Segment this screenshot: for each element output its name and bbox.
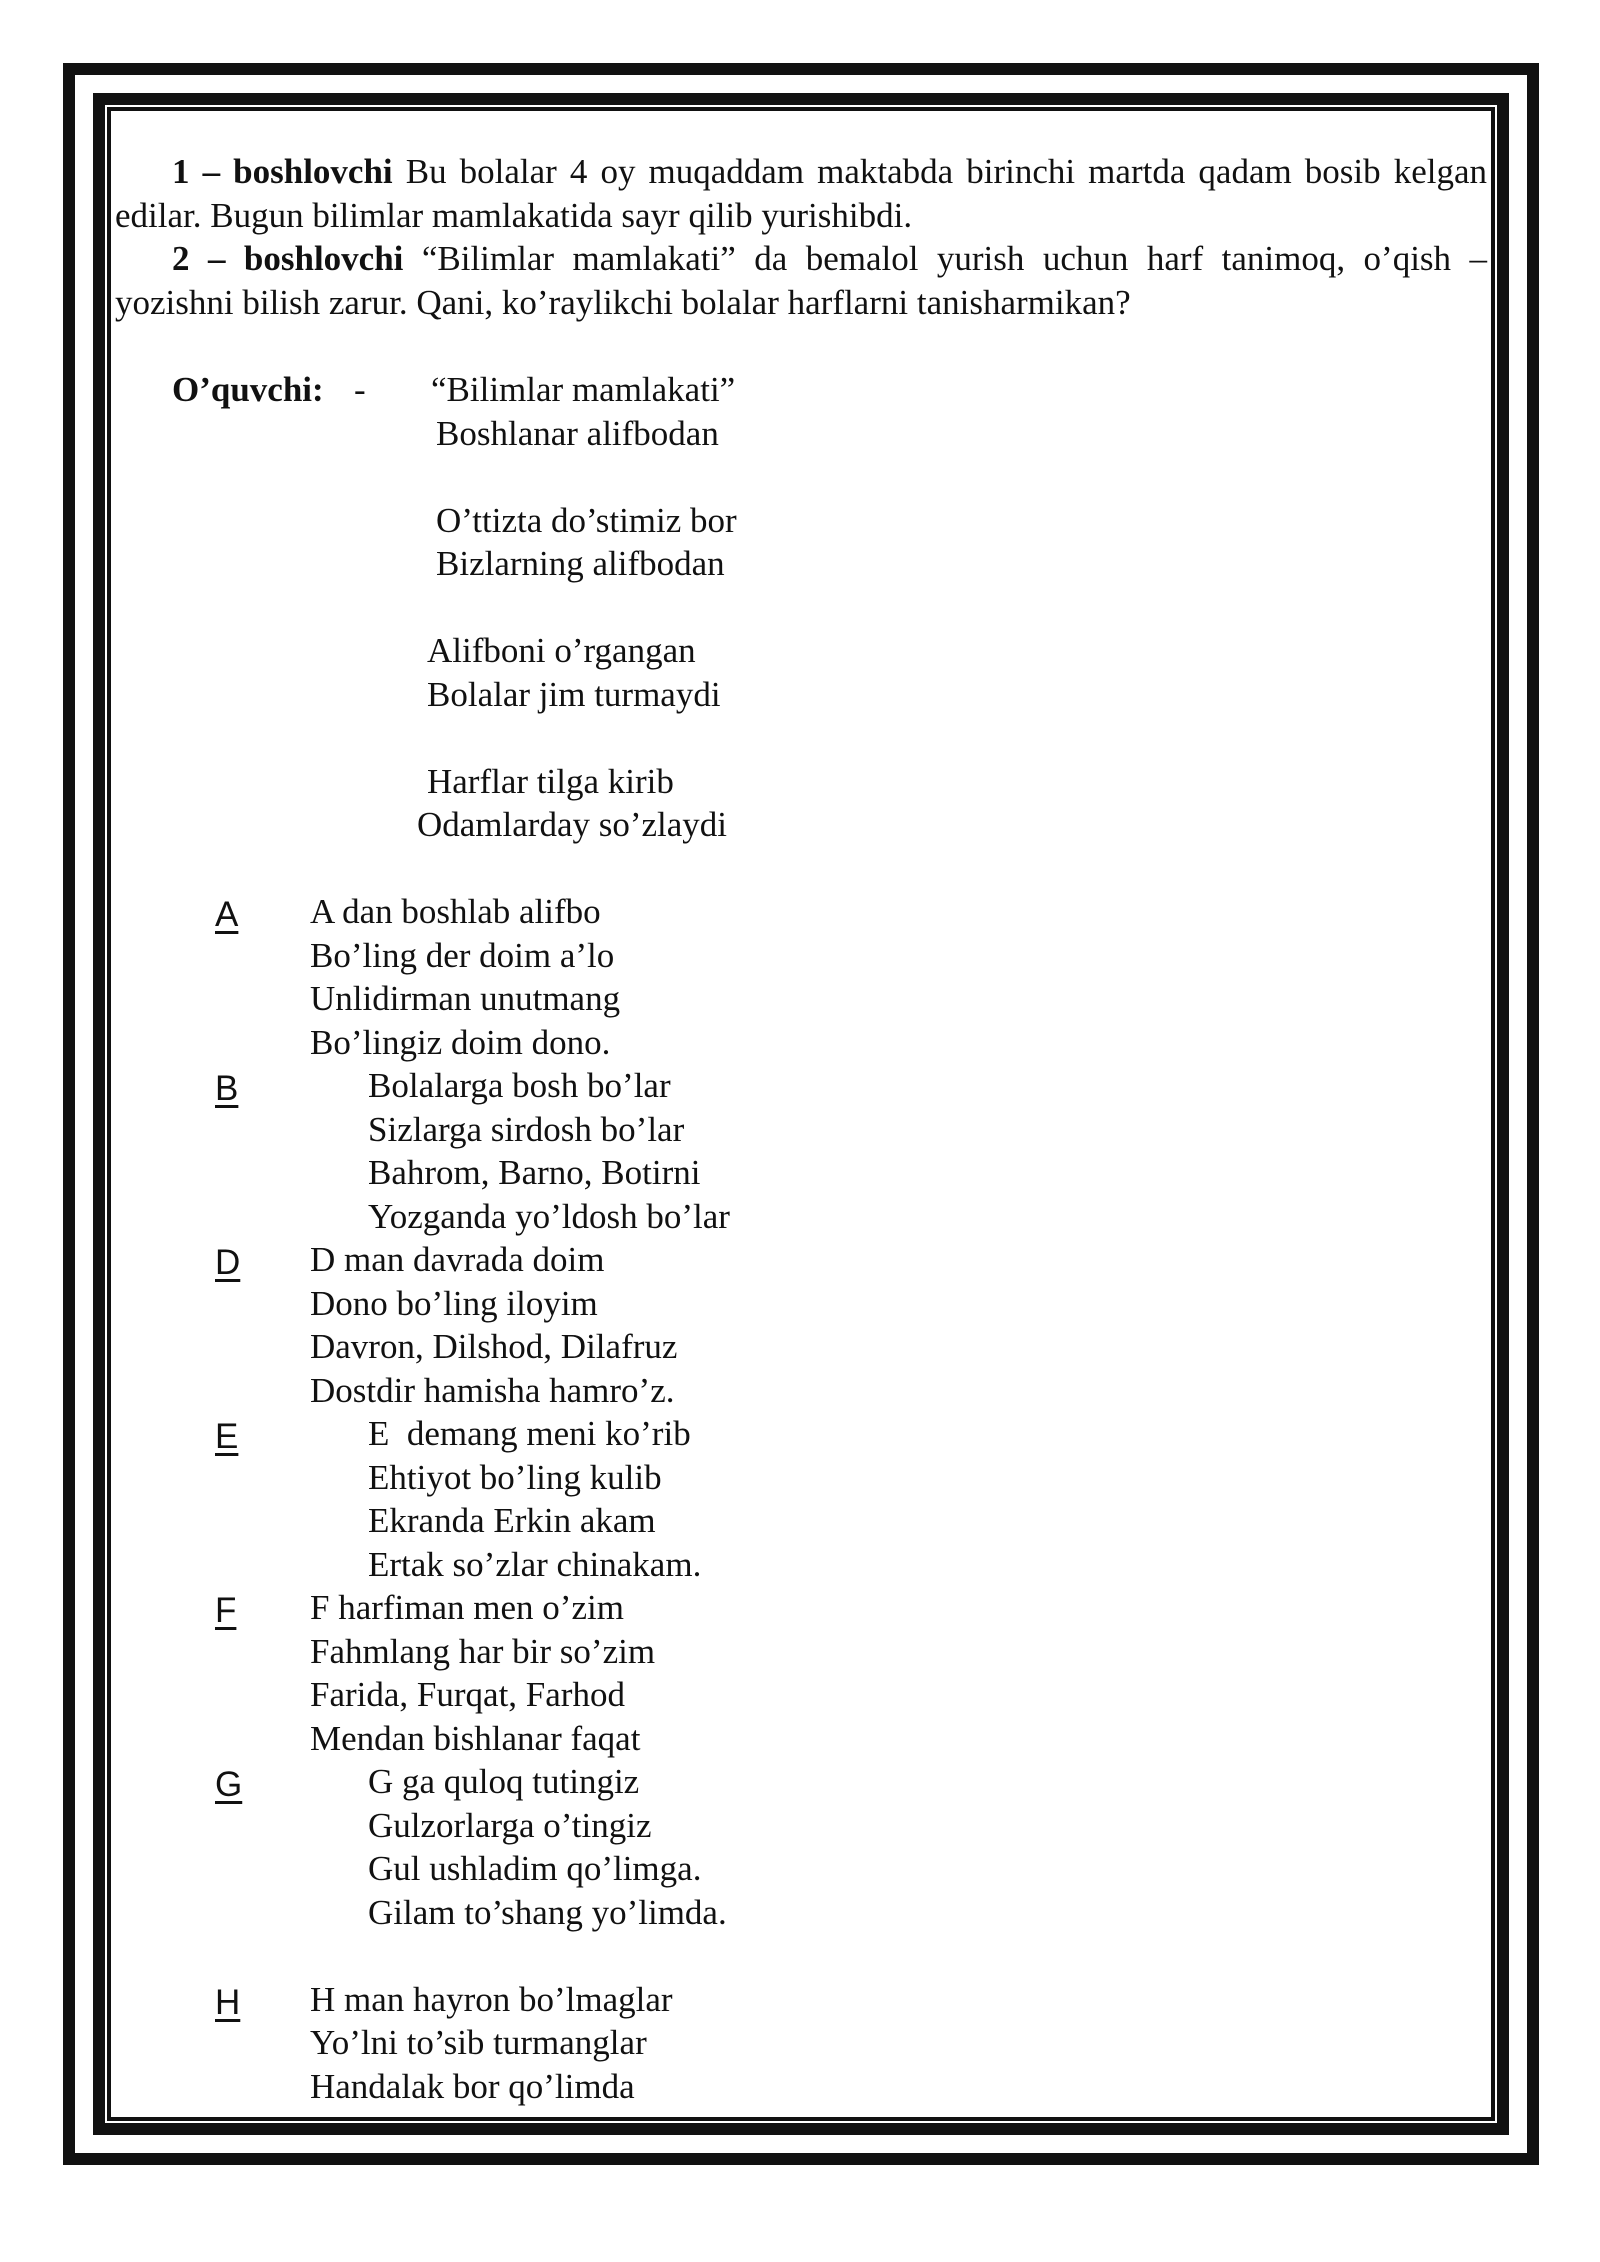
student-dash: - [354, 370, 366, 409]
student-label: O’quvchi: [172, 370, 324, 409]
letter-label-b: B [215, 1069, 239, 1108]
letter-label-f: F [215, 1591, 237, 1630]
intro-text-1: Bu bolalar 4 oy muqaddam maktabda birinchi martda qadam bosib kelgan edilar. Bugun bilimlar mamlakatida sayr qilib yurishibdi. [115, 152, 1488, 235]
letter-poem-line: H man hayron bo’lmaglar [310, 1979, 673, 2019]
speaker-1-label: 1 – boshlovchi [172, 152, 393, 191]
letter-poem-line: Gulzorlarga o’tingiz [368, 1805, 652, 1845]
student-poem-line: Harflar tilga kirib [427, 761, 674, 801]
letter-poem-line: Dono bo’ling iloyim [310, 1283, 598, 1323]
letter-label-d: D [215, 1243, 241, 1282]
letter-poem-line: Sizlarga sirdosh bo’lar [368, 1109, 685, 1149]
letter-poem-line: Bo’lingiz doim dono. [310, 1022, 611, 1062]
letter-poem-line: A dan boshlab alifbo [310, 892, 601, 931]
letter-poem-line: Ertak so’zlar chinakam. [368, 1544, 702, 1584]
letter-poem-line: Davron, Dilshod, Dilafruz [310, 1327, 678, 1366]
intro-paragraph-1 [115, 150, 1487, 237]
letter-poem-line: F harfiman men o’zim [310, 1588, 624, 1627]
page-content [115, 150, 1487, 324]
student-poem-line: Bizlarning alifbodan [436, 544, 725, 583]
intro-paragraph-2 [115, 237, 1487, 324]
speaker-2-label: 2 – boshlovchi [172, 239, 404, 278]
student-poem-line: Alifboni o’rgangan [427, 631, 696, 670]
student-poem-line: Odamlarday so’zlaydi [417, 805, 728, 844]
letter-poem-line: Ehtiyot bo’ling kulib [368, 1457, 662, 1497]
letter-poem-line: Gilam to’shang yo’limda. [368, 1892, 727, 1932]
letter-poem-line: Yozganda yo’ldosh bo’lar [368, 1196, 730, 1236]
letter-poem-line: Mendan bishlanar faqat [310, 1718, 641, 1758]
student-poem-line: O’ttizta do’stimiz bor [436, 500, 737, 540]
letter-poem-line: Bolalarga bosh bo’lar [368, 1066, 671, 1105]
letter-label-a: A [215, 895, 239, 934]
letter-poem-line: D man davrada doim [310, 1240, 605, 1279]
letter-poem-line: Bo’ling der doim a’lo [310, 935, 615, 975]
letter-poem-line: E demang meni ko’rib [368, 1414, 691, 1453]
intro-text-2: “Bilimlar mamlakati” da bemalol yurish uchun harf tanimoq, o’qish – yozishni bilish zarur. Qani, ko’raylikchi bolalar harflarni tanisharmikan? [115, 239, 1487, 322]
letter-label-h: H [215, 1982, 241, 2022]
letter-poem-line: Handalak bor qo’limda [310, 2066, 635, 2106]
letter-poem-line: Unlidirman unutmang [310, 979, 621, 1018]
student-poem-line: Boshlanar alifbodan [436, 413, 719, 453]
letter-poem-line: Farida, Furqat, Farhod [310, 1675, 625, 1714]
letter-poem-line: Fahmlang har bir so’zim [310, 1631, 656, 1671]
letter-poem-line: Bahrom, Barno, Botirni [368, 1153, 701, 1192]
student-poem-line: Bolalar jim turmaydi [427, 674, 721, 714]
letter-poem-line: Ekranda Erkin akam [368, 1501, 656, 1540]
letter-poem-line: G ga quloq tutingiz [368, 1762, 640, 1801]
letter-label-e: E [215, 1417, 239, 1456]
letter-poem-line: Gul ushladim qo’limga. [368, 1849, 702, 1888]
letter-poem-line: Yo’lni to’sib turmanglar [310, 2023, 647, 2062]
letter-poem-line: Dostdir hamisha hamro’z. [310, 1370, 675, 1410]
letter-label-g: G [215, 1765, 243, 1804]
student-poem-line: “Bilimlar mamlakati” [431, 370, 736, 409]
